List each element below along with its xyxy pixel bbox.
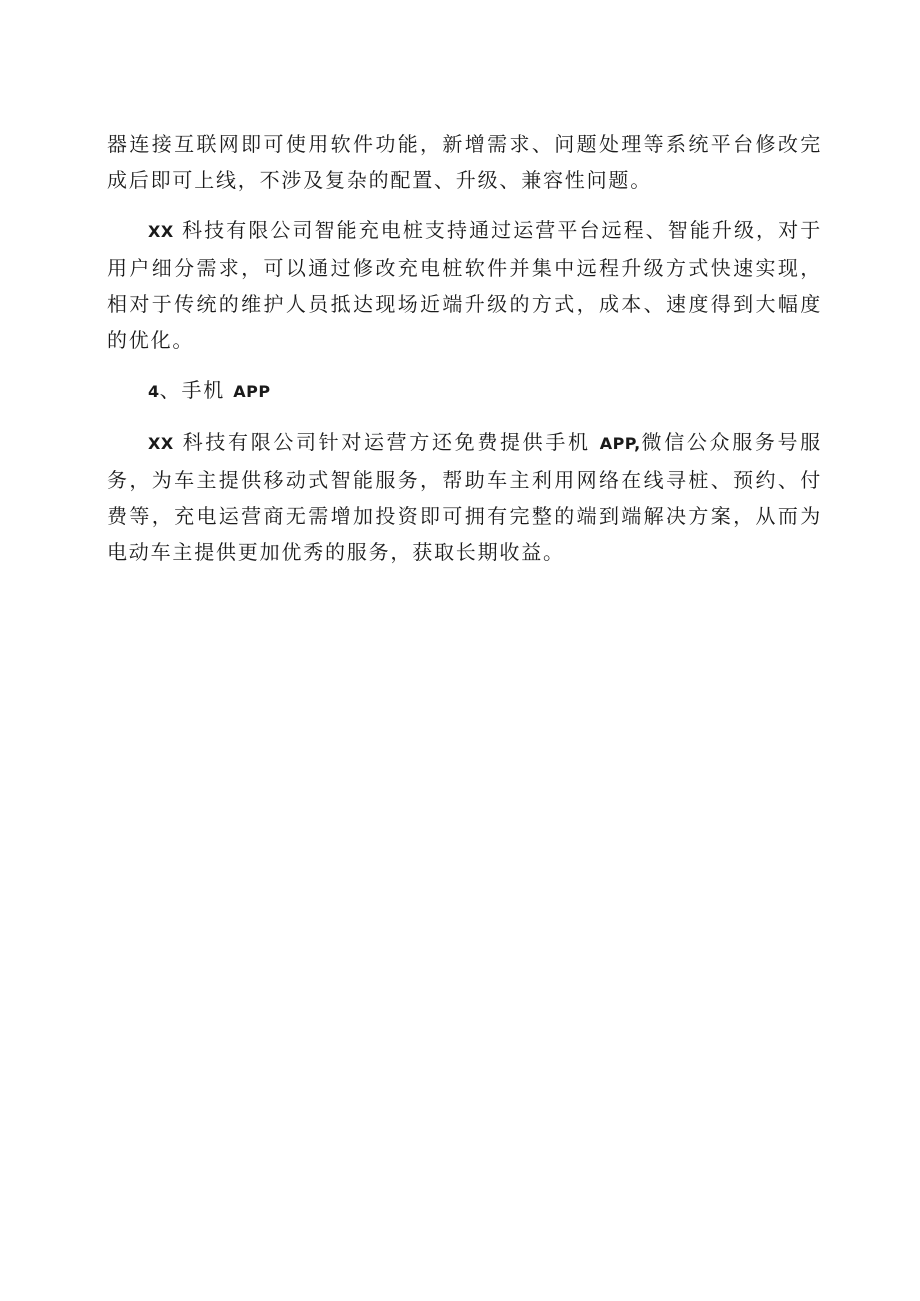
section-number: 4 (148, 382, 160, 401)
paragraph-1-text: 器连接互联网即可使用软件功能，新增需求、问题处理等系统平台修改完成后即可上线，不涉及复杂的配置、升级、兼容性问题。 (107, 132, 822, 192)
section-heading (107, 372, 822, 410)
paragraph-3-text-1: 科技有限公司针对运营方还免费提供手机 (182, 430, 591, 454)
section-title: 手机 (181, 378, 226, 402)
paragraph-3-app: APP, (599, 434, 641, 453)
document-body (107, 126, 822, 584)
paragraph-3-text-2: 微信公众服务号服务，为车主提供移动式智能服务，帮助车主利用网络在线寻桩、预约、付费等，充电运营商无需增加投资即可拥有完整的端到端解决方案，从而为电动车主提供更加优秀的服务，获取长期收益。 (107, 430, 822, 564)
section-separator: 、 (159, 378, 182, 402)
paragraph-1 (107, 126, 822, 198)
paragraph-3 (107, 424, 822, 570)
paragraph-2 (107, 212, 822, 358)
paragraph-3-lead: XX (148, 434, 174, 453)
paragraph-2-lead: XX (148, 222, 174, 241)
section-suffix: APP (233, 382, 271, 401)
paragraph-2-text: 科技有限公司智能充电桩支持通过运营平台远程、智能升级，对于用户细分需求，可以通过修改充电桩软件并集中远程升级方式快速实现，相对于传统的维护人员抵达现场近端升级的方式，成本、速度得到大幅度的优化。 (107, 218, 822, 352)
